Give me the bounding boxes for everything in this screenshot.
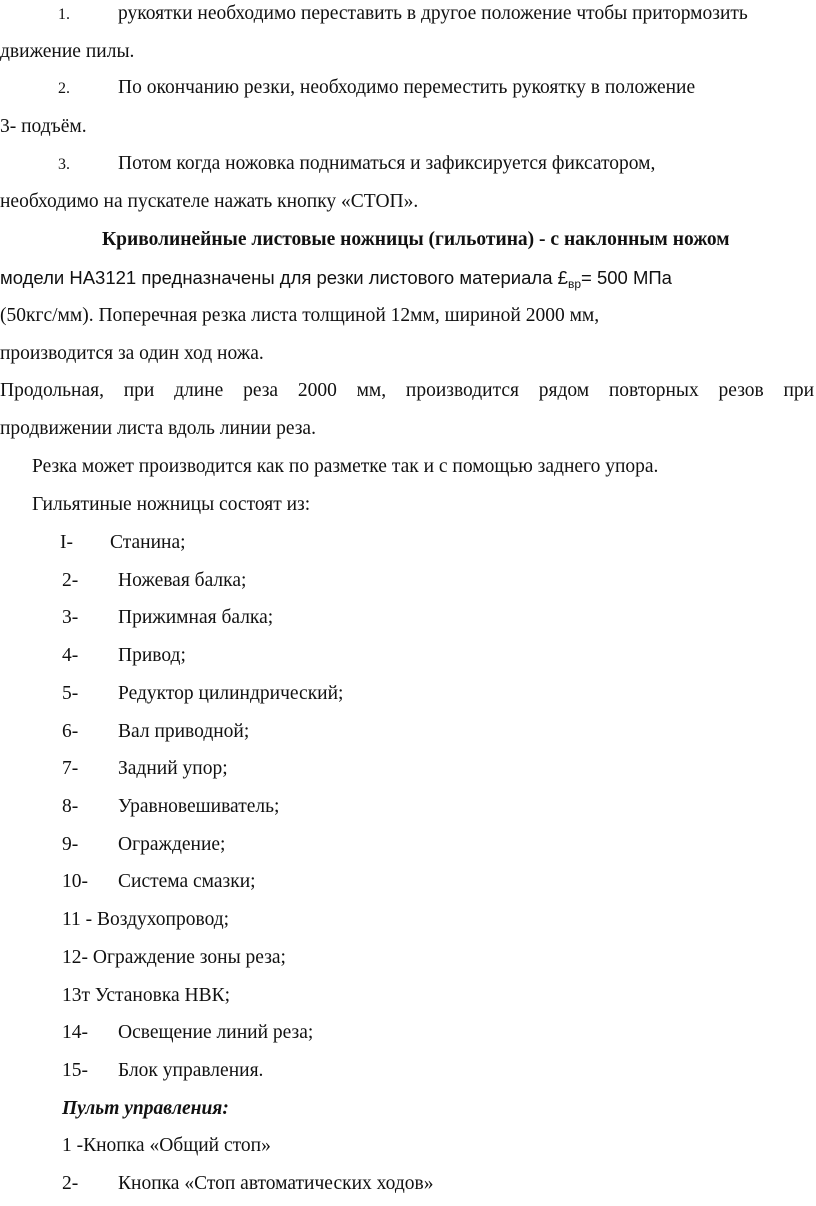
list-number: 10-: [62, 871, 88, 892]
list-item: Ограждение;: [118, 834, 226, 855]
list-item: Освещение линий реза;: [118, 1022, 314, 1043]
list-item: Система смазки;: [118, 871, 256, 892]
list-item: Привод;: [118, 645, 186, 666]
list-number: 9-: [62, 834, 79, 855]
step-text-continued: 3- подъём.: [0, 116, 87, 137]
section-heading: Криволинейные листовые ножницы (гильотина) - с наклонным ножом: [102, 229, 730, 250]
model-paragraph-line: [0, 266, 672, 296]
model-text: модели НА3121 предназначены для резки листового материала £: [0, 267, 568, 288]
list-item: 13т Установка НВК;: [62, 985, 231, 1006]
list-number: 8-: [62, 796, 79, 817]
step-number: 1.: [58, 6, 70, 23]
step-text-continued: движение пилы.: [0, 41, 135, 62]
list-item: Редуктор цилиндрический;: [118, 683, 344, 704]
step-text-continued: необходимо на пускателе нажать кнопку «СТОП».: [0, 191, 419, 212]
list-item: 12- Ограждение зоны реза;: [62, 947, 286, 968]
list-number: 4-: [62, 645, 79, 666]
word: реза: [243, 380, 279, 401]
longitudinal-paragraph-line: [0, 379, 814, 403]
panel-heading: Пульт управления:: [62, 1098, 229, 1119]
longitudinal-paragraph-line: продвижении листа вдоль линии реза.: [0, 418, 316, 439]
word: производится: [405, 380, 519, 401]
list-number: I-: [60, 532, 73, 553]
word: резов: [718, 380, 764, 401]
list-item: 1 -Кнопка «Общий стоп»: [62, 1135, 271, 1156]
list-number: 7-: [62, 758, 79, 779]
step-text: Потом когда ножовка подниматься и зафиксируется фиксатором,: [118, 153, 656, 174]
list-number: 14-: [62, 1022, 88, 1043]
step-number: 2.: [58, 80, 70, 97]
list-item: Кнопка «Стоп автоматических ходов»: [118, 1173, 434, 1194]
list-number: 5-: [62, 683, 79, 704]
word: длине: [174, 380, 224, 401]
list-number: 15-: [62, 1060, 88, 1081]
word: 2000: [297, 380, 337, 401]
model-paragraph-line: (50кгс/мм). Поперечная резка листа толщиной 12мм, шириной 2000 мм,: [0, 305, 600, 326]
list-number: 2-: [62, 570, 79, 591]
list-item: Уравновешиватель;: [118, 796, 280, 817]
word: Продольная,: [0, 380, 104, 401]
step-text: По окончанию резки, необходимо переместить рукоятку в положение: [118, 77, 696, 98]
components-intro: Гильятиные ножницы состоят из:: [32, 494, 311, 515]
model-paragraph-line: производится за один ход ножа.: [0, 343, 264, 364]
list-item: Вал приводной;: [118, 721, 250, 742]
list-item: 11 - Воздухопровод;: [62, 909, 230, 930]
list-number: 6-: [62, 721, 79, 742]
cutting-note: Резка может производится как по разметке так и с помощью заднего упора.: [32, 456, 659, 477]
word: рядом: [538, 380, 590, 401]
list-number: 3-: [62, 607, 79, 628]
word: при: [123, 380, 155, 401]
word: мм,: [356, 380, 387, 401]
list-item: Ножевая балка;: [118, 570, 247, 591]
step-text: рукоятки необходимо переставить в другое положение чтобы притормозить: [118, 3, 748, 24]
list-item: Станина;: [110, 532, 186, 553]
list-number: 2-: [62, 1173, 79, 1194]
list-item: Задний упор;: [118, 758, 228, 779]
step-number: 3.: [58, 156, 70, 173]
word: повторных: [608, 380, 699, 401]
model-subscript: вр: [567, 277, 581, 291]
word: при: [783, 380, 815, 401]
model-value: = 500 МПа: [581, 267, 672, 288]
list-item: Прижимная балка;: [118, 607, 274, 628]
list-item: Блок управления.: [118, 1060, 264, 1081]
